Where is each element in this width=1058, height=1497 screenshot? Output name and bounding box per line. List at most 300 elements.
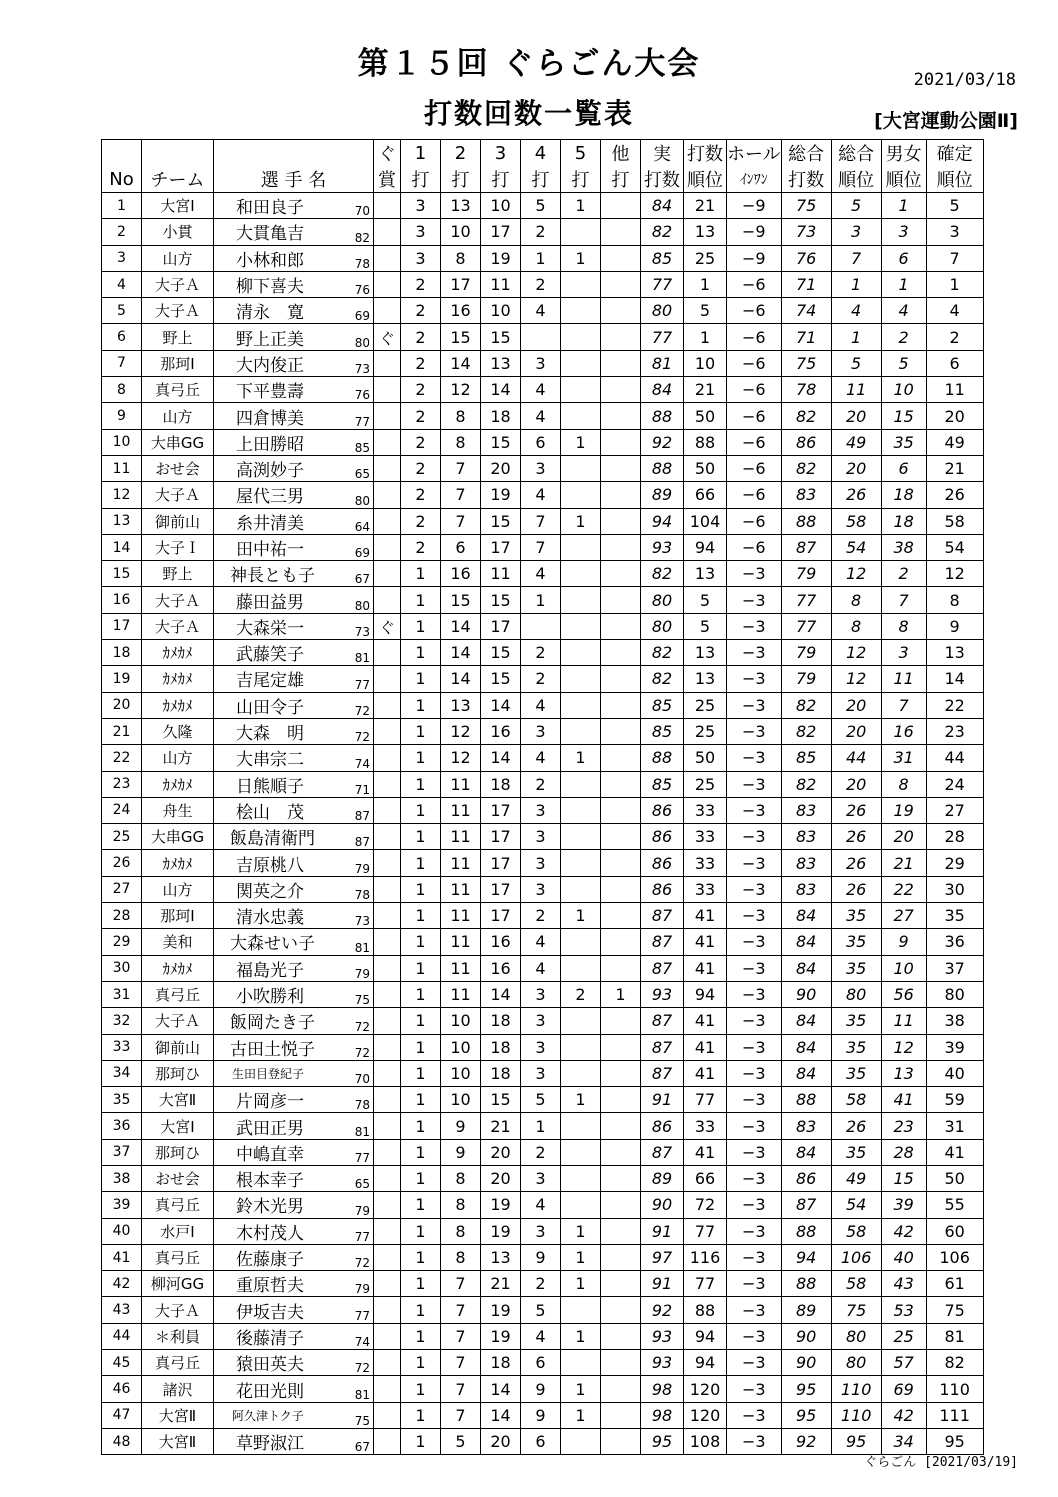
strokes-4: 3 bbox=[521, 1218, 561, 1244]
strokes-other bbox=[601, 876, 641, 902]
table-row bbox=[102, 797, 984, 823]
final-rank: 54 bbox=[926, 534, 983, 560]
hole-in-one: −3 bbox=[727, 1139, 782, 1165]
actual-strokes: 93 bbox=[641, 981, 684, 1007]
hole-in-one: −6 bbox=[727, 271, 782, 297]
total-rank: 35 bbox=[831, 1034, 881, 1060]
total-rank: 8 bbox=[831, 613, 881, 639]
hole-in-one: −3 bbox=[727, 1060, 782, 1086]
total-rank: 7 bbox=[831, 245, 881, 271]
player-name: 吉原桃八 bbox=[214, 850, 334, 876]
age: 72 bbox=[334, 1008, 374, 1034]
total-rank: 35 bbox=[831, 903, 881, 929]
strokes-5: 1 bbox=[561, 429, 601, 455]
player-name: 関英之介 bbox=[214, 876, 334, 902]
total-rank: 54 bbox=[831, 534, 881, 560]
age: 69 bbox=[334, 298, 374, 324]
no: 17 bbox=[102, 613, 142, 639]
total-strokes: 83 bbox=[781, 876, 831, 902]
total-rank: 26 bbox=[831, 482, 881, 508]
actual-strokes: 86 bbox=[641, 1113, 684, 1139]
no: 7 bbox=[102, 350, 142, 376]
team: 那珂Ⅰ bbox=[142, 350, 214, 376]
team: 小貫 bbox=[142, 219, 214, 245]
stroke-rank: 33 bbox=[684, 824, 727, 850]
actual-strokes: 86 bbox=[641, 850, 684, 876]
strokes-5 bbox=[561, 613, 601, 639]
strokes-other bbox=[601, 1271, 641, 1297]
final-rank: 60 bbox=[926, 1218, 983, 1244]
stroke-rank: 77 bbox=[684, 1218, 727, 1244]
total-rank: 5 bbox=[831, 193, 881, 219]
total-rank: 12 bbox=[831, 561, 881, 587]
stroke-rank: 88 bbox=[684, 429, 727, 455]
total-rank: 20 bbox=[831, 455, 881, 481]
gender-rank: 35 bbox=[881, 429, 926, 455]
strokes-4: 9 bbox=[521, 1244, 561, 1270]
no: 32 bbox=[102, 1008, 142, 1034]
gender-rank: 13 bbox=[881, 1060, 926, 1086]
strokes-5 bbox=[561, 929, 601, 955]
table-row bbox=[102, 1218, 984, 1244]
strokes-other bbox=[601, 613, 641, 639]
strokes-3: 11 bbox=[481, 561, 521, 587]
table-row bbox=[102, 1244, 984, 1270]
strokes-1: 1 bbox=[401, 876, 441, 902]
strokes-4: 5 bbox=[521, 193, 561, 219]
stroke-rank: 116 bbox=[684, 1244, 727, 1270]
gender-rank: 42 bbox=[881, 1218, 926, 1244]
strokes-2: 11 bbox=[441, 955, 481, 981]
no: 24 bbox=[102, 797, 142, 823]
award bbox=[374, 1297, 401, 1323]
hole-in-one: −3 bbox=[727, 692, 782, 718]
player-name: 後藤清子 bbox=[214, 1323, 334, 1349]
hole-in-one: −6 bbox=[727, 455, 782, 481]
header-top-1 bbox=[142, 140, 214, 167]
strokes-3: 18 bbox=[481, 403, 521, 429]
total-rank: 26 bbox=[831, 797, 881, 823]
actual-strokes: 80 bbox=[641, 298, 684, 324]
final-rank: 44 bbox=[926, 745, 983, 771]
hole-in-one: −3 bbox=[727, 876, 782, 902]
player-name: 藤田益男 bbox=[214, 587, 334, 613]
actual-strokes: 84 bbox=[641, 377, 684, 403]
age: 72 bbox=[334, 718, 374, 744]
strokes-5 bbox=[561, 219, 601, 245]
strokes-other bbox=[601, 1297, 641, 1323]
total-rank: 35 bbox=[831, 1139, 881, 1165]
strokes-2: 5 bbox=[441, 1428, 481, 1454]
strokes-4: 2 bbox=[521, 1139, 561, 1165]
strokes-other bbox=[601, 903, 641, 929]
header-bottom-7: 打 bbox=[521, 166, 561, 193]
age: 79 bbox=[334, 1192, 374, 1218]
no: 13 bbox=[102, 508, 142, 534]
total-strokes: 75 bbox=[781, 350, 831, 376]
strokes-4: 7 bbox=[521, 534, 561, 560]
strokes-other bbox=[601, 771, 641, 797]
no: 2 bbox=[102, 219, 142, 245]
hole-in-one: −3 bbox=[727, 745, 782, 771]
award bbox=[374, 1139, 401, 1165]
total-strokes: 82 bbox=[781, 455, 831, 481]
total-strokes: 84 bbox=[781, 929, 831, 955]
actual-strokes: 87 bbox=[641, 903, 684, 929]
actual-strokes: 91 bbox=[641, 1271, 684, 1297]
team: 諸沢 bbox=[142, 1376, 214, 1402]
table-row bbox=[102, 1008, 984, 1034]
hole-in-one: −9 bbox=[727, 193, 782, 219]
strokes-other bbox=[601, 245, 641, 271]
final-rank: 75 bbox=[926, 1297, 983, 1323]
gender-rank: 2 bbox=[881, 324, 926, 350]
no: 45 bbox=[102, 1350, 142, 1376]
table-row bbox=[102, 219, 984, 245]
strokes-2: 14 bbox=[441, 613, 481, 639]
table-row bbox=[102, 245, 984, 271]
table-row bbox=[102, 1402, 984, 1428]
stroke-rank: 66 bbox=[684, 482, 727, 508]
table-row bbox=[102, 876, 984, 902]
total-rank: 54 bbox=[831, 1192, 881, 1218]
hole-in-one: −3 bbox=[727, 1244, 782, 1270]
strokes-2: 13 bbox=[441, 692, 481, 718]
table-row bbox=[102, 1113, 984, 1139]
strokes-2: 7 bbox=[441, 1376, 481, 1402]
strokes-other bbox=[601, 718, 641, 744]
strokes-4: 1 bbox=[521, 587, 561, 613]
stroke-rank: 94 bbox=[684, 981, 727, 1007]
team: 御前山 bbox=[142, 508, 214, 534]
strokes-1: 1 bbox=[401, 1428, 441, 1454]
stroke-rank: 108 bbox=[684, 1428, 727, 1454]
strokes-other bbox=[601, 640, 641, 666]
no: 26 bbox=[102, 850, 142, 876]
no: 42 bbox=[102, 1271, 142, 1297]
gender-rank: 10 bbox=[881, 377, 926, 403]
strokes-3: 19 bbox=[481, 245, 521, 271]
no: 40 bbox=[102, 1218, 142, 1244]
final-rank: 39 bbox=[926, 1034, 983, 1060]
strokes-5 bbox=[561, 824, 601, 850]
actual-strokes: 77 bbox=[641, 271, 684, 297]
table-row bbox=[102, 613, 984, 639]
no: 15 bbox=[102, 561, 142, 587]
award bbox=[374, 797, 401, 823]
actual-strokes: 98 bbox=[641, 1376, 684, 1402]
table-row bbox=[102, 1139, 984, 1165]
strokes-3: 18 bbox=[481, 771, 521, 797]
header-bottom-16: 順位 bbox=[926, 166, 983, 193]
age: 70 bbox=[334, 193, 374, 219]
strokes-1: 1 bbox=[401, 797, 441, 823]
strokes-5 bbox=[561, 1139, 601, 1165]
no: 1 bbox=[102, 193, 142, 219]
team: 大子Ｉ bbox=[142, 534, 214, 560]
strokes-1: 2 bbox=[401, 324, 441, 350]
page-subtitle: 打数回数一覧表 bbox=[423, 97, 634, 130]
team: 真弓丘 bbox=[142, 1350, 214, 1376]
table-row bbox=[102, 745, 984, 771]
actual-strokes: 86 bbox=[641, 824, 684, 850]
award bbox=[374, 1034, 401, 1060]
table-row bbox=[102, 640, 984, 666]
stroke-rank: 94 bbox=[684, 534, 727, 560]
strokes-3: 10 bbox=[481, 298, 521, 324]
strokes-other: 1 bbox=[601, 981, 641, 1007]
strokes-4: 3 bbox=[521, 850, 561, 876]
header-bottom-10: 打数 bbox=[641, 166, 684, 193]
strokes-4: 2 bbox=[521, 666, 561, 692]
strokes-1: 1 bbox=[401, 1350, 441, 1376]
award bbox=[374, 1271, 401, 1297]
no: 29 bbox=[102, 929, 142, 955]
team: 真弓丘 bbox=[142, 981, 214, 1007]
total-rank: 1 bbox=[831, 324, 881, 350]
header-top-2 bbox=[214, 140, 374, 167]
total-rank: 58 bbox=[831, 1271, 881, 1297]
header-bottom-6: 打 bbox=[481, 166, 521, 193]
player-name: 草野淑江 bbox=[214, 1428, 334, 1454]
strokes-5 bbox=[561, 797, 601, 823]
total-strokes: 83 bbox=[781, 1113, 831, 1139]
total-strokes: 71 bbox=[781, 271, 831, 297]
table-row bbox=[102, 1271, 984, 1297]
final-rank: 5 bbox=[926, 193, 983, 219]
final-rank: 28 bbox=[926, 824, 983, 850]
strokes-2: 7 bbox=[441, 1297, 481, 1323]
strokes-1: 1 bbox=[401, 1218, 441, 1244]
award: ぐ bbox=[374, 613, 401, 639]
gender-rank: 25 bbox=[881, 1323, 926, 1349]
no: 44 bbox=[102, 1323, 142, 1349]
total-strokes: 84 bbox=[781, 1034, 831, 1060]
strokes-4: 4 bbox=[521, 929, 561, 955]
strokes-3: 20 bbox=[481, 1165, 521, 1191]
actual-strokes: 82 bbox=[641, 666, 684, 692]
strokes-3: 19 bbox=[481, 1218, 521, 1244]
award bbox=[374, 745, 401, 771]
strokes-other bbox=[601, 298, 641, 324]
stroke-rank: 25 bbox=[684, 718, 727, 744]
award bbox=[374, 718, 401, 744]
stroke-rank: 41 bbox=[684, 929, 727, 955]
total-rank: 3 bbox=[831, 219, 881, 245]
total-rank: 110 bbox=[831, 1402, 881, 1428]
player-name: 柳下喜夫 bbox=[214, 271, 334, 297]
final-rank: 30 bbox=[926, 876, 983, 902]
strokes-4: 6 bbox=[521, 429, 561, 455]
strokes-4: 4 bbox=[521, 561, 561, 587]
award bbox=[374, 666, 401, 692]
award bbox=[374, 771, 401, 797]
total-strokes: 87 bbox=[781, 534, 831, 560]
strokes-1: 1 bbox=[401, 1008, 441, 1034]
gender-rank: 21 bbox=[881, 850, 926, 876]
strokes-other bbox=[601, 1244, 641, 1270]
total-rank: 35 bbox=[831, 1060, 881, 1086]
age: 80 bbox=[334, 587, 374, 613]
actual-strokes: 92 bbox=[641, 429, 684, 455]
hole-in-one: −3 bbox=[727, 666, 782, 692]
strokes-3: 13 bbox=[481, 1244, 521, 1270]
table-row bbox=[102, 1428, 984, 1454]
stroke-rank: 33 bbox=[684, 850, 727, 876]
final-rank: 37 bbox=[926, 955, 983, 981]
strokes-2: 8 bbox=[441, 1192, 481, 1218]
age: 73 bbox=[334, 613, 374, 639]
strokes-4: 2 bbox=[521, 271, 561, 297]
age: 72 bbox=[334, 692, 374, 718]
player-name: 片岡彦一 bbox=[214, 1087, 334, 1113]
header-top-7: 4 bbox=[521, 140, 561, 167]
strokes-other bbox=[601, 219, 641, 245]
player-name: 和田良子 bbox=[214, 193, 334, 219]
total-rank: 12 bbox=[831, 666, 881, 692]
strokes-5 bbox=[561, 1192, 601, 1218]
strokes-3: 13 bbox=[481, 350, 521, 376]
strokes-3: 21 bbox=[481, 1113, 521, 1139]
strokes-3: 15 bbox=[481, 508, 521, 534]
strokes-other bbox=[601, 1350, 641, 1376]
strokes-3: 17 bbox=[481, 824, 521, 850]
age: 76 bbox=[334, 377, 374, 403]
final-rank: 38 bbox=[926, 1008, 983, 1034]
strokes-4: 4 bbox=[521, 1192, 561, 1218]
table-row bbox=[102, 1192, 984, 1218]
strokes-2: 9 bbox=[441, 1113, 481, 1139]
team: 山方 bbox=[142, 745, 214, 771]
strokes-other bbox=[601, 692, 641, 718]
total-strokes: 95 bbox=[781, 1376, 831, 1402]
strokes-4: 4 bbox=[521, 955, 561, 981]
award bbox=[374, 981, 401, 1007]
strokes-1: 1 bbox=[401, 1323, 441, 1349]
award bbox=[374, 692, 401, 718]
strokes-2: 10 bbox=[441, 1087, 481, 1113]
player-name: 高渕妙子 bbox=[214, 455, 334, 481]
actual-strokes: 90 bbox=[641, 1192, 684, 1218]
total-rank: 80 bbox=[831, 1350, 881, 1376]
gender-rank: 56 bbox=[881, 981, 926, 1007]
award bbox=[374, 455, 401, 481]
strokes-3: 14 bbox=[481, 1376, 521, 1402]
strokes-1: 1 bbox=[401, 1113, 441, 1139]
award bbox=[374, 1428, 401, 1454]
player-name: 伊坂吉夫 bbox=[214, 1297, 334, 1323]
strokes-2: 11 bbox=[441, 771, 481, 797]
gender-rank: 12 bbox=[881, 1034, 926, 1060]
strokes-4: 4 bbox=[521, 298, 561, 324]
age: 71 bbox=[334, 771, 374, 797]
stroke-rank: 120 bbox=[684, 1376, 727, 1402]
total-rank: 26 bbox=[831, 824, 881, 850]
team: 山方 bbox=[142, 403, 214, 429]
hole-in-one: −3 bbox=[727, 587, 782, 613]
gender-rank: 8 bbox=[881, 613, 926, 639]
stroke-rank: 33 bbox=[684, 1113, 727, 1139]
no: 37 bbox=[102, 1139, 142, 1165]
strokes-3: 19 bbox=[481, 1297, 521, 1323]
gender-rank: 19 bbox=[881, 797, 926, 823]
strokes-3: 18 bbox=[481, 1060, 521, 1086]
stroke-rank: 21 bbox=[684, 193, 727, 219]
actual-strokes: 85 bbox=[641, 771, 684, 797]
gender-rank: 27 bbox=[881, 903, 926, 929]
hole-in-one: −3 bbox=[727, 1165, 782, 1191]
strokes-other bbox=[601, 666, 641, 692]
strokes-2: 8 bbox=[441, 1218, 481, 1244]
age: 76 bbox=[334, 271, 374, 297]
age: 73 bbox=[334, 350, 374, 376]
header-top-5: 2 bbox=[441, 140, 481, 167]
stroke-rank: 25 bbox=[684, 245, 727, 271]
results-table bbox=[101, 139, 984, 1455]
age: 81 bbox=[334, 1113, 374, 1139]
strokes-2: 12 bbox=[441, 745, 481, 771]
strokes-5: 1 bbox=[561, 193, 601, 219]
no: 18 bbox=[102, 640, 142, 666]
table-row bbox=[102, 1034, 984, 1060]
strokes-3: 16 bbox=[481, 955, 521, 981]
strokes-other bbox=[601, 482, 641, 508]
strokes-4: 3 bbox=[521, 981, 561, 1007]
age: 82 bbox=[334, 219, 374, 245]
actual-strokes: 88 bbox=[641, 455, 684, 481]
no: 46 bbox=[102, 1376, 142, 1402]
total-strokes: 90 bbox=[781, 1323, 831, 1349]
strokes-other bbox=[601, 850, 641, 876]
final-rank: 20 bbox=[926, 403, 983, 429]
player-name: 野上正美 bbox=[214, 324, 334, 350]
age: 75 bbox=[334, 1402, 374, 1428]
gender-rank: 8 bbox=[881, 771, 926, 797]
gender-rank: 34 bbox=[881, 1428, 926, 1454]
actual-strokes: 87 bbox=[641, 1008, 684, 1034]
team: 野上 bbox=[142, 561, 214, 587]
gender-rank: 40 bbox=[881, 1244, 926, 1270]
award bbox=[374, 876, 401, 902]
total-strokes: 84 bbox=[781, 1008, 831, 1034]
player-name: 重原哲夫 bbox=[214, 1271, 334, 1297]
age: 78 bbox=[334, 1087, 374, 1113]
strokes-3: 14 bbox=[481, 981, 521, 1007]
strokes-4: 3 bbox=[521, 797, 561, 823]
table-row bbox=[102, 350, 984, 376]
strokes-4: 4 bbox=[521, 1323, 561, 1349]
gender-rank: 53 bbox=[881, 1297, 926, 1323]
strokes-1: 1 bbox=[401, 1034, 441, 1060]
final-rank: 80 bbox=[926, 981, 983, 1007]
age: 77 bbox=[334, 1139, 374, 1165]
gender-rank: 39 bbox=[881, 1192, 926, 1218]
age: 81 bbox=[334, 929, 374, 955]
stroke-rank: 77 bbox=[684, 1087, 727, 1113]
strokes-5 bbox=[561, 350, 601, 376]
player-name: 生田目登紀子 bbox=[214, 1060, 334, 1086]
no: 21 bbox=[102, 718, 142, 744]
gender-rank: 6 bbox=[881, 245, 926, 271]
actual-strokes: 87 bbox=[641, 1060, 684, 1086]
hole-in-one: −6 bbox=[727, 403, 782, 429]
stroke-rank: 5 bbox=[684, 587, 727, 613]
hole-in-one: −3 bbox=[727, 850, 782, 876]
strokes-other bbox=[601, 745, 641, 771]
team: 真弓丘 bbox=[142, 1192, 214, 1218]
final-rank: 7 bbox=[926, 245, 983, 271]
gender-rank: 41 bbox=[881, 1087, 926, 1113]
